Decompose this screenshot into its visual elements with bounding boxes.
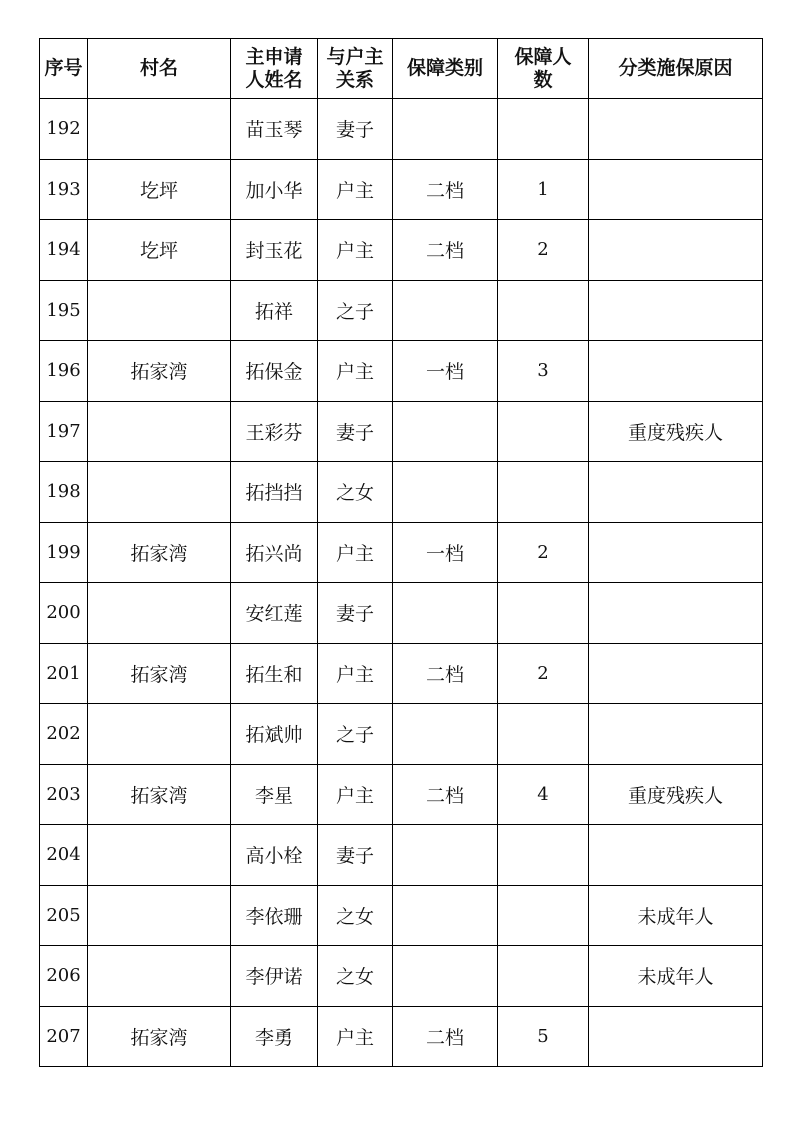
table-row [40,522,763,583]
cell-relation: 户主 [318,159,393,220]
cell-count: 2 [498,643,589,704]
cell-category [393,704,498,765]
cell-reason [589,825,763,886]
cell-count [498,885,589,946]
cell-count [498,583,589,644]
cell-relation: 妻子 [318,825,393,886]
table-row [40,220,763,281]
cell-reason: 重度残疾人 [589,401,763,462]
cell-relation: 妻子 [318,401,393,462]
cell-index: 206 [40,946,88,1007]
cell-applicant: 封玉花 [231,220,318,281]
assistance-table [39,38,763,1067]
table-row [40,825,763,886]
table-row [40,885,763,946]
cell-reason [589,462,763,523]
cell-category: 二档 [393,1006,498,1067]
cell-count [498,825,589,886]
cell-applicant: 高小栓 [231,825,318,886]
cell-applicant: 拓祥 [231,280,318,341]
cell-reason: 未成年人 [589,885,763,946]
table-row [40,1006,763,1067]
header-category: 保障类别 [393,39,498,99]
table-row [40,643,763,704]
cell-count [498,946,589,1007]
cell-village: 拓家湾 [88,764,231,825]
cell-count [498,704,589,765]
cell-category [393,885,498,946]
cell-category [393,280,498,341]
cell-applicant: 拓挡挡 [231,462,318,523]
cell-category: 二档 [393,764,498,825]
cell-village: 拓家湾 [88,643,231,704]
cell-village [88,280,231,341]
cell-relation: 之女 [318,885,393,946]
cell-reason [589,704,763,765]
table-row [40,159,763,220]
cell-reason: 未成年人 [589,946,763,1007]
cell-reason [589,1006,763,1067]
cell-reason [589,159,763,220]
table-row [40,462,763,523]
cell-count: 1 [498,159,589,220]
cell-village [88,825,231,886]
header-count: 保障人 数 [498,39,589,99]
cell-relation: 之女 [318,462,393,523]
cell-count: 2 [498,522,589,583]
cell-category: 二档 [393,220,498,281]
cell-village: 圪坪 [88,159,231,220]
cell-relation: 户主 [318,764,393,825]
cell-index: 192 [40,99,88,160]
cell-reason [589,643,763,704]
cell-count [498,99,589,160]
cell-index: 202 [40,704,88,765]
cell-index: 203 [40,764,88,825]
cell-village [88,462,231,523]
cell-count [498,280,589,341]
cell-index: 204 [40,825,88,886]
cell-category [393,99,498,160]
cell-index: 200 [40,583,88,644]
header-village: 村名 [88,39,231,99]
cell-village [88,583,231,644]
cell-index: 207 [40,1006,88,1067]
cell-relation: 户主 [318,1006,393,1067]
cell-village: 圪坪 [88,220,231,281]
cell-relation: 之子 [318,704,393,765]
cell-applicant: 拓兴尚 [231,522,318,583]
cell-index: 198 [40,462,88,523]
cell-village: 拓家湾 [88,341,231,402]
cell-applicant: 王彩芬 [231,401,318,462]
cell-applicant: 苗玉琴 [231,99,318,160]
table-row [40,99,763,160]
cell-category: 一档 [393,522,498,583]
cell-count: 5 [498,1006,589,1067]
table-row [40,946,763,1007]
cell-index: 197 [40,401,88,462]
header-applicant: 主申请 人姓名 [231,39,318,99]
cell-village [88,704,231,765]
header-row [40,39,763,99]
table-body [40,99,763,1067]
cell-category [393,462,498,523]
header-index: 序号 [40,39,88,99]
cell-count: 4 [498,764,589,825]
cell-reason [589,522,763,583]
cell-category [393,946,498,1007]
cell-village [88,99,231,160]
cell-category: 一档 [393,341,498,402]
header-reason: 分类施保原因 [589,39,763,99]
cell-reason [589,99,763,160]
cell-relation: 之子 [318,280,393,341]
table-row [40,583,763,644]
cell-category [393,401,498,462]
cell-index: 195 [40,280,88,341]
cell-count [498,401,589,462]
cell-applicant: 拓保金 [231,341,318,402]
table-row [40,401,763,462]
cell-applicant: 李勇 [231,1006,318,1067]
table-row [40,704,763,765]
cell-relation: 之女 [318,946,393,1007]
cell-index: 199 [40,522,88,583]
cell-count [498,462,589,523]
cell-reason [589,341,763,402]
cell-category: 二档 [393,159,498,220]
cell-relation: 户主 [318,220,393,281]
cell-applicant: 安红莲 [231,583,318,644]
cell-count: 3 [498,341,589,402]
cell-village [88,401,231,462]
cell-relation: 妻子 [318,583,393,644]
cell-category: 二档 [393,643,498,704]
cell-applicant: 李依珊 [231,885,318,946]
cell-relation: 妻子 [318,99,393,160]
header-relation: 与户主 关系 [318,39,393,99]
cell-applicant: 加小华 [231,159,318,220]
cell-reason [589,583,763,644]
cell-relation: 户主 [318,341,393,402]
table-row [40,764,763,825]
cell-village [88,946,231,1007]
cell-index: 205 [40,885,88,946]
cell-index: 201 [40,643,88,704]
cell-reason [589,280,763,341]
cell-count: 2 [498,220,589,281]
cell-applicant: 李星 [231,764,318,825]
cell-index: 193 [40,159,88,220]
cell-applicant: 拓生和 [231,643,318,704]
table-row [40,341,763,402]
cell-index: 196 [40,341,88,402]
cell-village: 拓家湾 [88,522,231,583]
cell-applicant: 李伊诺 [231,946,318,1007]
cell-village: 拓家湾 [88,1006,231,1067]
cell-village [88,885,231,946]
cell-reason [589,220,763,281]
cell-reason: 重度残疾人 [589,764,763,825]
cell-relation: 户主 [318,643,393,704]
cell-relation: 户主 [318,522,393,583]
cell-category [393,583,498,644]
cell-index: 194 [40,220,88,281]
cell-category [393,825,498,886]
table-row [40,280,763,341]
cell-applicant: 拓斌帅 [231,704,318,765]
